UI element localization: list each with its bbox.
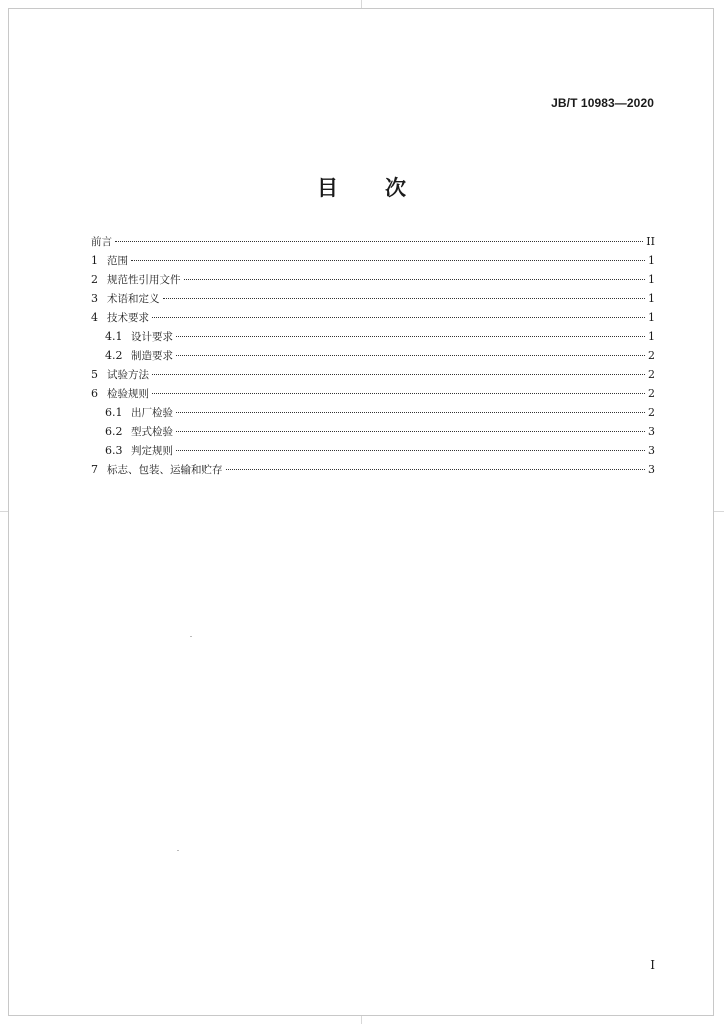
toc-entry-number: 4.1 <box>105 330 123 343</box>
toc-entry-number: 5 <box>91 368 98 381</box>
toc-entry-label: 型式检验 <box>131 426 173 438</box>
toc-entry-number: 4.2 <box>105 349 123 362</box>
toc-dot-leader <box>163 298 646 299</box>
toc-dot-leader <box>176 412 645 413</box>
toc-entry-label: 制造要求 <box>131 350 173 362</box>
toc-entry-label: 前言 <box>91 236 112 248</box>
toc-entry-number: 3 <box>91 292 98 305</box>
toc-entry-label: 设计要求 <box>131 331 173 343</box>
toc-entry[interactable] <box>91 422 655 441</box>
toc-entry-number: 1 <box>91 254 98 267</box>
table-of-contents <box>91 232 655 479</box>
toc-title <box>0 172 724 202</box>
bottom-edge-mark <box>361 1016 362 1024</box>
right-edge-mark <box>714 511 724 512</box>
toc-dot-leader <box>176 355 645 356</box>
toc-entry[interactable] <box>91 441 655 460</box>
toc-entry[interactable] <box>91 232 655 251</box>
toc-entry[interactable] <box>91 346 655 365</box>
toc-dot-leader <box>152 374 645 375</box>
toc-entry-label: 术语和定义 <box>107 293 160 305</box>
toc-entry-label: 检验规则 <box>107 388 149 400</box>
toc-entry-label: 标志、包装、运输和贮存 <box>107 464 223 476</box>
toc-dot-leader <box>176 450 645 451</box>
page-border <box>8 8 714 1016</box>
toc-entry-number: 2 <box>91 273 98 286</box>
toc-entry-page: 1 <box>648 311 655 324</box>
toc-entry-number: 6 <box>91 387 98 400</box>
toc-entry[interactable] <box>91 403 655 422</box>
scan-speck <box>190 636 192 637</box>
toc-dot-leader <box>152 393 645 394</box>
toc-entry-number: 6.1 <box>105 406 123 419</box>
toc-entry-page: 3 <box>648 463 655 476</box>
toc-dot-leader <box>176 431 645 432</box>
toc-entry[interactable] <box>91 270 655 289</box>
toc-entry-page: 1 <box>648 330 655 343</box>
scan-speck <box>177 850 179 851</box>
toc-entry-page: 2 <box>648 368 655 381</box>
toc-entry-page: 2 <box>648 349 655 362</box>
toc-entry-number: 7 <box>91 463 98 476</box>
toc-dot-leader <box>184 279 646 280</box>
toc-entry-label: 试验方法 <box>107 369 149 381</box>
toc-entry[interactable] <box>91 460 655 479</box>
toc-entry-label: 技术要求 <box>107 312 149 324</box>
toc-entry-page: 1 <box>648 292 655 305</box>
toc-entry[interactable] <box>91 365 655 384</box>
toc-entry-number: 4 <box>91 311 98 324</box>
toc-entry-page: 2 <box>648 387 655 400</box>
toc-entry[interactable] <box>91 251 655 270</box>
toc-dot-leader <box>176 336 645 337</box>
toc-entry-number: 6.3 <box>105 444 123 457</box>
toc-dot-leader <box>226 469 646 470</box>
toc-entry-label: 规范性引用文件 <box>107 274 181 286</box>
toc-entry-page: 3 <box>648 444 655 457</box>
toc-entry[interactable] <box>91 289 655 308</box>
toc-dot-leader <box>115 241 643 242</box>
toc-entry-page: 3 <box>648 425 655 438</box>
toc-entry[interactable] <box>91 308 655 327</box>
toc-entry-label: 出厂检验 <box>131 407 173 419</box>
page-number: I <box>650 958 655 972</box>
toc-entry[interactable] <box>91 327 655 346</box>
toc-entry-page: 2 <box>648 406 655 419</box>
left-edge-mark <box>0 511 8 512</box>
toc-title-char-2: 次 <box>385 176 407 200</box>
toc-title-char-1: 目 <box>317 176 339 200</box>
toc-entry-page: II <box>646 235 655 248</box>
toc-entry-number: 6.2 <box>105 425 123 438</box>
toc-dot-leader <box>152 317 645 318</box>
toc-entry-label: 判定规则 <box>131 445 173 457</box>
toc-entry-page: 1 <box>648 254 655 267</box>
toc-entry-page: 1 <box>648 273 655 286</box>
toc-dot-leader <box>131 260 645 261</box>
toc-entry-label: 范围 <box>107 255 128 267</box>
toc-entry[interactable] <box>91 384 655 403</box>
standard-number: JB/T 10983—2020 <box>551 96 654 110</box>
top-edge-mark <box>361 0 362 8</box>
